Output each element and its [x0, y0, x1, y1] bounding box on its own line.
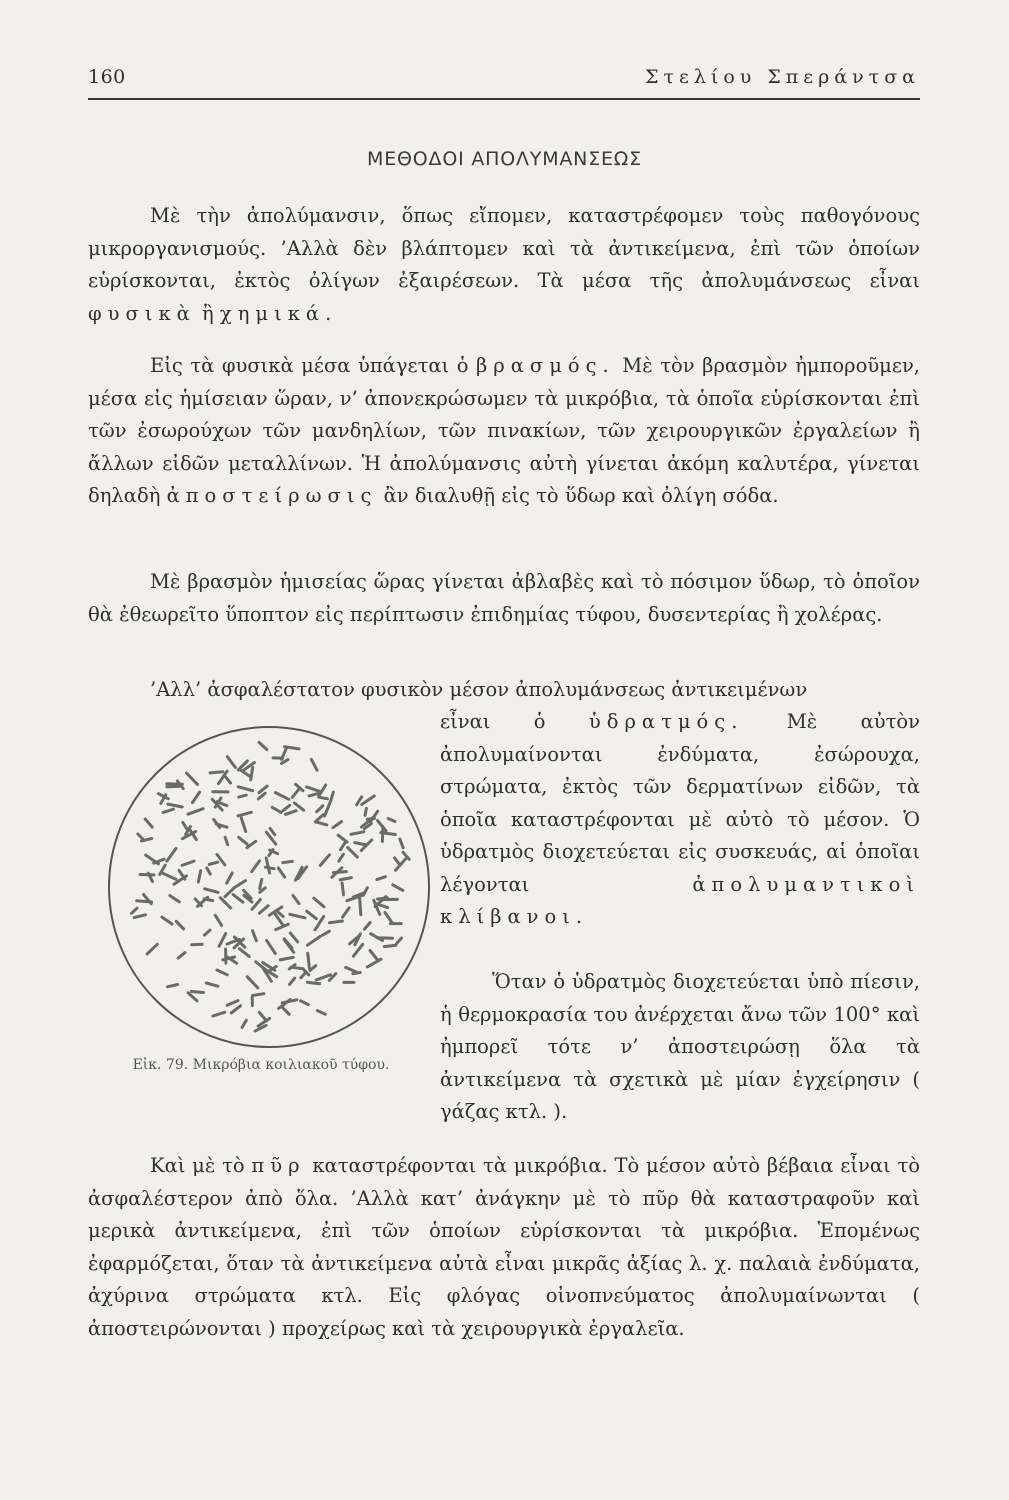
bacterium-rod	[231, 1006, 240, 1013]
paragraph-1-or: ἢ	[202, 301, 214, 325]
paragraph-1	[88, 200, 920, 330]
paragraph-2-text-c: Μὲ τὸν βρασμὸν ἠμποροῦμεν, μέσα εἰς ἡμίσειαν ὥραν, ν’ ἀπονεκρώσωμεν τὰ μικρόβια, τὰ ὁποῖα εὑρίσκονται ἐπὶ τῶν ἐσωρούχων τῶν μανδηλίων, τῶν πινακίων, τῶν χειρουργικῶν ἐργαλείων ἢ ἄλλων εἰδῶν μεταλλίνων. Ἡ ἀπολύμανσις αὐτὴ γίνεται ἀκόμη καλυτέρα, γίνεται δηλαδὴ	[88, 354, 920, 507]
bacterium-rod	[395, 858, 399, 864]
bacterium-rod	[167, 784, 183, 785]
bacterium-rod	[217, 970, 227, 975]
bacterium-rod	[191, 992, 203, 993]
bacterium-rod	[367, 959, 381, 967]
bacterium-rod	[314, 898, 324, 907]
bacterium-rod	[219, 934, 226, 947]
bacterium-rod	[259, 1012, 266, 1021]
bacterium-rod	[342, 883, 343, 895]
paragraph-2	[88, 350, 920, 513]
bacterium-rod	[206, 983, 218, 986]
bacterium-rod	[145, 819, 152, 827]
bacterium-rod	[317, 1011, 325, 1015]
figure-typhoid-bacteria	[104, 722, 434, 1052]
bacterium-rod	[242, 1020, 246, 1027]
bacterium-rod	[275, 793, 288, 800]
bacterium-rod	[333, 872, 346, 873]
bacterium-rod	[260, 879, 262, 888]
bacterium-rod	[290, 978, 295, 984]
bacterium-rod	[343, 908, 350, 917]
paragraph-4-first-line: ’Αλλ’ ἀσφαλέστατον φυσικὸν μέσον ἀπολυμάνσεως ἀντικειμένων	[150, 678, 808, 701]
bacterium-rod	[238, 812, 251, 816]
bacterium-rod	[247, 977, 258, 988]
bacterium-rod	[400, 839, 403, 848]
bacterium-rod	[259, 786, 267, 793]
bacterium-rod	[333, 822, 342, 828]
bacterium-rod	[388, 819, 395, 822]
header-rule	[88, 98, 920, 100]
bacterium-rod	[293, 896, 299, 904]
figure-caption: Εἰκ. 79. Μικρόβια κοιλιακοῦ τύφου.	[132, 1057, 390, 1073]
bacterium-rod	[187, 773, 198, 784]
paragraph-6-text-c: καταστρέφονται τὰ μικρόβια. Τὸ μέσον αὐτὸ βέβαια εἶναι τὸ ἀσφαλέστερον ἀπὸ ὅλα. ’Αλλὰ κατ’ ἀνάγκην μὲ τὸ πῦρ θὰ καταστραφοῦν καὶ μερικὰ ἀντικείμενα, ἐπὶ τῶν ὁποίων εὑρίσκονται τὰ μικρόβια. Ἑπομένως ἐφαρμόζεται, ὅταν τὰ ἀντικείμενα αὐτὰ εἶναι μικρᾶς ἀξίας λ. χ. παλαιὰ ἐνδύματα, ἀχύρινα στρώματα κτλ. Εἰς φλόγας οἰνοπνεύματος ἀπολυμαίνωνται ( ἀποστειρώνονται ) προχείρως καὶ τὰ χειρουργικὰ ἐργαλεῖα.	[88, 1154, 920, 1340]
emphasis-fire: πῦρ	[251, 1154, 306, 1177]
bacterium-rod	[307, 787, 321, 792]
bacterium-rod	[227, 873, 233, 883]
bacteria-rods	[132, 742, 410, 1031]
bacterium-rod	[147, 944, 157, 954]
bacterium-rod	[182, 861, 194, 865]
bacterium-rod	[346, 967, 357, 972]
bacterium-rod	[205, 889, 218, 893]
paragraph-6-text-a: Καὶ μὲ τὸ	[150, 1154, 245, 1177]
bacterium-rod	[311, 760, 317, 771]
bacterium-rod	[323, 931, 330, 935]
bacterium-rod	[188, 809, 203, 815]
bacterium-rod	[362, 796, 375, 804]
bacterium-rod	[294, 803, 303, 810]
bacterium-rod	[260, 906, 269, 913]
emphasis-chemical: χημικά.	[219, 301, 338, 325]
bacterium-rod	[365, 808, 366, 815]
emphasis-steam: ὑδρατμός.	[588, 710, 744, 733]
page-header	[88, 66, 920, 96]
bacterium-rod	[170, 896, 179, 902]
bacterium-rod	[215, 915, 221, 925]
paragraph-5: Ὅταν ὁ ὑδρατμὸς διοχετεύεται ὑπὸ πίεσιν, ἡ θερμοκρασία του ἀνέρχεται ἄνω τῶν 100° καὶ ἠμπορεῖ τότε ν’ ἀποστειρώσῃ ὅλα τὰ ἀντικείμενα τὰ σχετικὰ μὲ μίαν ἐγχείρησιν ( γάζας κτλ. ).	[440, 970, 920, 1123]
bacterium-rod	[209, 862, 218, 864]
paragraph-2-text-e: ἂν διαλυθῇ εἰς τὸ ὕδωρ καὶ ὀλίγη σόδα.	[383, 484, 779, 507]
bacterium-rod	[286, 811, 297, 815]
bacterium-rod	[360, 899, 361, 915]
bacterium-rod	[233, 895, 243, 903]
bacterium-rod	[308, 953, 310, 968]
bacterium-rod	[353, 973, 361, 974]
bacterium-rod	[325, 802, 331, 816]
bacterium-rod	[168, 804, 182, 807]
bacterium-rod	[270, 829, 275, 835]
bacterium-rod	[241, 818, 245, 832]
bacterium-rod	[272, 807, 281, 812]
bacterium-rod	[378, 898, 388, 899]
bacterium-rod	[266, 858, 269, 873]
bacterium-rod	[234, 881, 246, 888]
bacterium-rod	[278, 868, 284, 877]
paragraph-6	[88, 1150, 920, 1345]
paragraph-4-continued	[440, 706, 920, 934]
bacterium-rod	[192, 792, 199, 803]
bacterium-rod	[370, 950, 377, 959]
bacterium-rod	[385, 913, 393, 924]
bacterium-rod	[251, 767, 253, 779]
bacterium-rod	[339, 854, 344, 861]
emphasis-autoclaves: ἀπολυμαντικοὶ κλίβανοι.	[440, 872, 920, 928]
paragraph-3: Μὲ βρασμὸν ἡμισείας ὥρας γίνεται ἀβλαβὲς καὶ τὸ πόσιμον ὕδωρ, τὸ ὁποῖον θὰ ἐθεωρεῖτο ὕποπτον εἰς περίπτωσιν ἐπιδημίας τύφου, δυσεντερίας ἢ χολέρας.	[88, 570, 920, 626]
bacterium-rod	[239, 837, 247, 844]
bacterium-rod	[331, 792, 334, 801]
bacterium-rod	[320, 855, 329, 866]
bacterium-rod	[351, 832, 364, 835]
bacterium-rod	[267, 940, 276, 953]
bacterium-rod	[329, 921, 342, 923]
bacterium-rod	[290, 914, 305, 918]
bacterium-rod	[198, 871, 200, 882]
bacterium-rod	[259, 742, 267, 749]
bacterium-rod	[292, 788, 300, 797]
bacterium-rod	[348, 848, 358, 857]
bacterium-rod	[283, 1008, 289, 1014]
emphasis-sterilization: ἀποστείρωσις	[166, 484, 378, 507]
bacterium-rod	[252, 861, 260, 872]
bacterium-rod	[188, 993, 197, 1001]
bacterium-rod	[176, 921, 183, 929]
bacterium-rod	[301, 1001, 309, 1005]
bacterium-rod	[241, 770, 250, 776]
bacterium-rod	[381, 833, 396, 835]
bacterium-rod	[163, 874, 176, 880]
bacterium-rod	[393, 885, 403, 891]
bacterium-rod	[384, 945, 396, 946]
bacterium-rod	[154, 859, 164, 863]
bacterium-rod	[283, 861, 293, 862]
bacterium-rod	[253, 994, 264, 996]
bacterium-rod	[253, 931, 257, 941]
bacterium-rod	[239, 949, 249, 957]
bacterium-rod	[341, 842, 346, 850]
bacterium-rod	[377, 938, 392, 939]
microscope-field-outline	[109, 727, 429, 1047]
bacterium-rod	[132, 908, 138, 913]
bacterium-rod	[316, 822, 327, 825]
bacterium-rod	[340, 878, 351, 880]
bacterium-rod	[283, 805, 290, 810]
bacteria-illustration	[104, 722, 434, 1052]
bacterium-rod	[397, 938, 402, 943]
bacterium-rod	[183, 822, 188, 830]
bacterium-rod	[168, 985, 178, 987]
bacterium-rod	[307, 936, 320, 945]
bacterium-rod	[355, 843, 365, 845]
bacterium-rod	[138, 834, 144, 840]
paragraph-4-text-d: Μὲ αὐτὸν ἀπολυμαίνονται ἐνδύματα, ἐσώρουχα, στρώματα, ἐκτὸς τῶν δερματίνων εἰδῶν, τὰ ὁποῖα καταστρέφονται μὲ αὐτὸ τὸ μέσον. Ὁ ὑδρατμὸς διοχετεύεται εἰς συσκευάς, αἱ ὁποῖαι λέγονται	[440, 710, 920, 896]
bacterium-rod	[204, 899, 213, 901]
running-title: Στελίου Σπεράντσα	[645, 66, 920, 88]
bacterium-rod	[319, 797, 328, 799]
bacterium-rod	[252, 899, 260, 909]
bacterium-rod	[134, 915, 145, 918]
bacterium-rod	[227, 757, 235, 768]
bacterium-rod	[162, 917, 172, 924]
bacterium-rod	[365, 923, 371, 930]
bacterium-rod	[227, 1001, 238, 1006]
bacterium-rod	[316, 975, 330, 980]
bacterium-rod	[307, 982, 319, 983]
bacterium-rod	[210, 772, 223, 773]
page-number: 160	[88, 66, 126, 88]
bacterium-rod	[377, 877, 386, 880]
section-title: ΜΕΘΟΔΟΙ ΑΠΟΛΥΜΑΝΣΕΩΣ	[367, 148, 642, 170]
bacterium-rod	[205, 930, 211, 935]
bacterium-rod	[213, 1012, 225, 1016]
bacterium-rod	[290, 933, 297, 942]
bacterium-rod	[163, 809, 173, 812]
bacterium-rod	[280, 957, 293, 960]
paragraph-2-text-a: Εἰς τὰ φυσικὰ μέσα ὑπάγεται ὁ	[150, 354, 469, 377]
bacterium-rod	[238, 787, 253, 791]
bacterium-rod	[307, 911, 317, 919]
paragraph-1-text: Μὲ τὴν ἀπολύμανσιν, ὅπως εἴπομεν, καταστρέφομεν τοὺς παθογόνους μικροργανισμούς. ’Αλλὰ δὲν βλάπτομεν καὶ τὰ ἀντικείμενα, ἐπὶ τῶν ὁποίων εὑρίσκονται, ἐκτὸς ὀλίγων ἐξαιρέσεων. Τὰ μέσα τῆς ἀπολυμάνσεως εἶναι	[88, 204, 920, 292]
bacterium-rod	[317, 806, 323, 812]
bacterium-rod	[266, 867, 275, 869]
bacterium-rod	[239, 795, 247, 797]
emphasis-boiling: βρασμός.	[476, 354, 615, 377]
bacterium-rod	[338, 835, 347, 842]
emphasis-physical: φυσικὰ	[88, 301, 196, 325]
bacterium-rod	[225, 837, 228, 844]
bacterium-rod	[220, 898, 230, 908]
bacterium-rod	[178, 953, 185, 959]
paragraph-4-text-b: εἶναι ὁ	[440, 710, 546, 733]
bacterium-rod	[167, 848, 176, 861]
bacterium-rod	[207, 868, 211, 874]
